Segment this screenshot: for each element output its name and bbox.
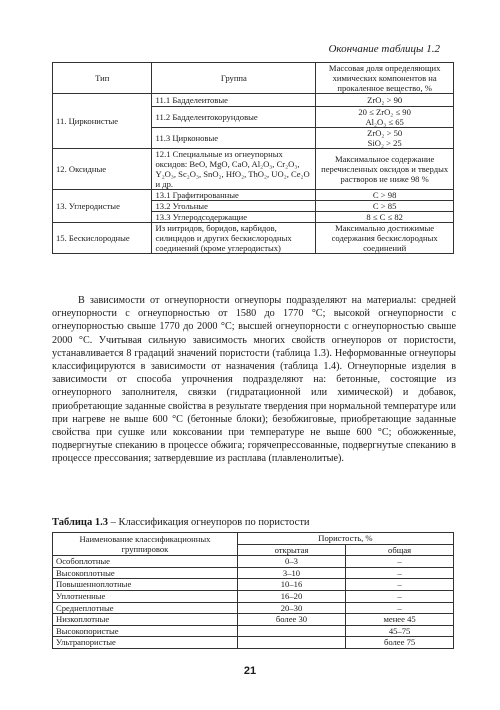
row-open: 3–10	[237, 567, 345, 579]
row-mass: Максимальное содержание перечисленных оксидов и твердых растворов не ниже 98 %	[316, 149, 454, 190]
table-row	[53, 637, 454, 649]
table-row	[53, 223, 454, 254]
caption-label: Таблица 1.3	[52, 517, 108, 528]
row-open: 20–30	[237, 602, 345, 614]
mass-value: ZrO₂ > 50	[367, 128, 403, 138]
paragraph: В зависимости от огнеупорности огнеупоры подразделяют на материалы: средней огнеупорности с огнеупорностью от 1580 до 1770 °С; высокой огнеупорности с огнеупорностью свыше 1770 до 2000 °С; высшей огнеупорности с огнеупорностью свыше 2000 °С. Учитывая сильную зависимость многих свойств огнеупоров от пористости, устанавливается 8 градаций значений пористости (таблица 1.3). Неформованные огнеупоры классифицируются в зависимости от назначения (таблица 1.4). Огнеупорные изделия в зависимости от способа упрочнения подразделяют на: бетонные, состоящие из огнеупорного заполнителя, связки (гидратационной или химической) и добавок, приобретающие заданные свойства в результате твердения при нормальной температуре или при нагреве не выше 600 °С (бетонные блоки); безобжиговые, приобретающие заданные свойства при сушке или коксовании при температуре не выше 600 °С; обожженные, подвергнутые спеканию в процессе обжига; горячепрессованные, подвергнутые спеканию в процессе прессования; затвердевшие из расплава (плавленолитые).	[52, 295, 456, 465]
row-group: 13.3 Углеродсодержащие	[152, 212, 316, 223]
row-total: –	[346, 567, 454, 579]
table-row	[53, 94, 454, 107]
header-open: открытая	[237, 544, 345, 556]
row-name: Повышенноплотные	[53, 579, 238, 591]
table-1-3	[52, 532, 454, 649]
row-group: 11.2 Бадделеитокорундовые	[152, 107, 316, 128]
row-group: 13.1 Графитированные	[152, 190, 316, 201]
row-type: 13. Углеродистые	[53, 190, 152, 223]
row-open: 16–20	[237, 590, 345, 602]
row-mass	[316, 128, 454, 149]
table-row	[53, 590, 454, 602]
header-porosity: Пористость, %	[237, 533, 453, 545]
mass-value: 20 ≤ ZrO₂ ≤ 90	[358, 107, 411, 117]
row-total: менее 45	[346, 614, 454, 626]
row-name: Высокоплотные	[53, 567, 238, 579]
row-name: Низкоплотные	[53, 614, 238, 626]
row-total: –	[346, 590, 454, 602]
row-open: более 30	[237, 614, 345, 626]
row-mass: C > 98	[316, 190, 454, 201]
row-group: 12.1 Специальные из огнеупорных оксидов: BeO, MgO, CaO, Al₂O₃, Cr₂O₃, Y₂O₃, Sc₂O₃, SnO₂, HfO₂, ThO₂, UO₂, Ce₂O и др.	[152, 149, 316, 190]
row-mass: Максимально достижимые содержания бескислородных соединений	[316, 223, 454, 254]
mass-value: ZrO₂ > 90	[367, 95, 403, 105]
table-header-row	[53, 63, 454, 94]
row-mass: C > 85	[316, 201, 454, 212]
row-type: 15. Бескислородные	[53, 223, 152, 254]
row-mass	[316, 94, 454, 107]
header-name: Наименование классификационных группировок	[53, 533, 238, 556]
row-name: Особоплотные	[53, 556, 238, 568]
header-type: Тип	[53, 63, 152, 94]
row-total: –	[346, 602, 454, 614]
header-total: общая	[346, 544, 454, 556]
mass-value: SiO₂ > 25	[367, 138, 402, 148]
row-group: Из нитридов, боридов, карбидов, силицидов и других бескислородных соединений (кроме углеродистых)	[152, 223, 316, 254]
row-open	[237, 625, 345, 637]
row-open: 0–3	[237, 556, 345, 568]
table-header-row	[53, 533, 454, 545]
table-1-2	[52, 62, 454, 254]
table-row	[53, 190, 454, 201]
row-total: –	[346, 556, 454, 568]
row-type: 11. Цирконистые	[53, 94, 152, 149]
row-group: 13.2 Угольные	[152, 201, 316, 212]
table-row	[53, 602, 454, 614]
body-text	[52, 294, 456, 466]
row-group: 11.1 Бадделеитовые	[152, 94, 316, 107]
row-open: 10–16	[237, 579, 345, 591]
row-group: 11.3 Цирконовые	[152, 128, 316, 149]
table-row	[53, 614, 454, 626]
row-total: –	[346, 579, 454, 591]
table-row	[53, 556, 454, 568]
mass-value: Al₂O₃ ≤ 65	[365, 117, 404, 127]
caption-text: – Классификация огнеупоров по пористости	[107, 517, 310, 528]
table-row	[53, 579, 454, 591]
table-caption	[52, 517, 310, 528]
continuation-title: Окончание таблицы 1.2	[328, 43, 440, 55]
header-group: Группа	[152, 63, 316, 94]
table-row	[53, 625, 454, 637]
row-total: более 75	[346, 637, 454, 649]
row-name: Высокопористые	[53, 625, 238, 637]
row-name: Среднеплотные	[53, 602, 238, 614]
row-total: 45–75	[346, 625, 454, 637]
row-mass: 8 ≤ C ≤ 82	[316, 212, 454, 223]
row-open	[237, 637, 345, 649]
row-name: Уплотненные	[53, 590, 238, 602]
row-name: Ультрапористые	[53, 637, 238, 649]
row-type: 12. Оксидные	[53, 149, 152, 190]
header-mass: Массовая доля определяющих химических компонентов на прокаленное вещество, %	[316, 63, 454, 94]
page-number: 21	[243, 665, 257, 677]
row-mass	[316, 107, 454, 128]
table-row	[53, 567, 454, 579]
table-row	[53, 149, 454, 190]
